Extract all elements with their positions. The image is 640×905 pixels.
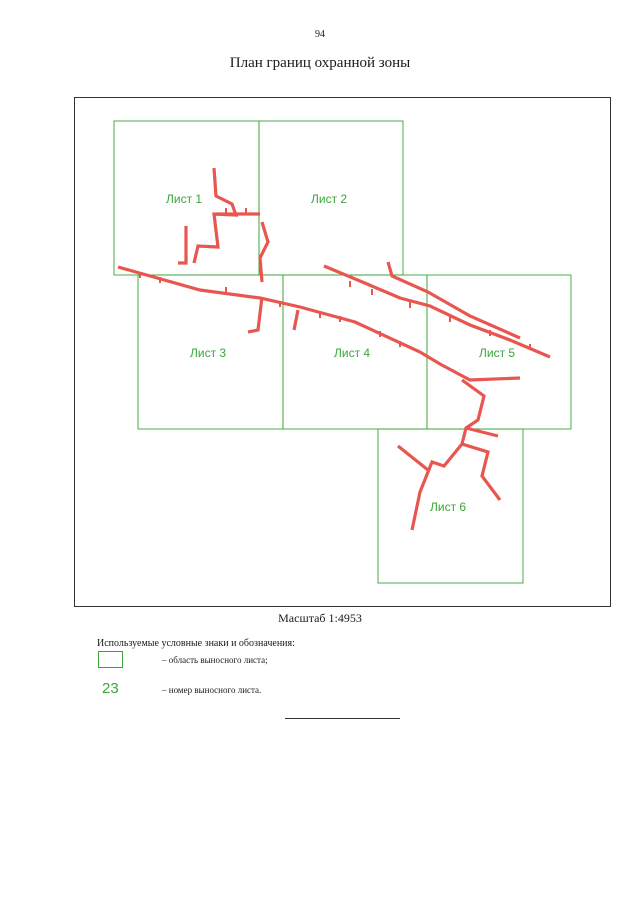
legend-title: Используемые условные знаки и обозначения: (97, 638, 295, 649)
zone-ticks (140, 208, 530, 350)
legend-sheet-number-text: – номер выносного листа. (162, 685, 262, 695)
sheet-1-label: Лист 1 (166, 192, 203, 206)
signature-line (285, 718, 400, 719)
page-number: 94 (315, 29, 325, 40)
legend-sheet-number-symbol: 23 (102, 680, 119, 697)
legend-sheet-area-symbol (98, 651, 123, 668)
legend-sheet-area-text: – область выносного листа; (162, 655, 268, 665)
sheet-6-label: Лист 6 (430, 500, 467, 514)
sheet-5-label: Лист 5 (479, 346, 516, 360)
sheet-3-label: Лист 3 (190, 346, 227, 360)
scale-label: Масштаб 1:4953 (278, 611, 362, 625)
sheet-4-label: Лист 4 (334, 346, 371, 360)
sheet-2-label: Лист 2 (311, 192, 348, 206)
page-title: План границ охранной зоны (229, 55, 411, 71)
